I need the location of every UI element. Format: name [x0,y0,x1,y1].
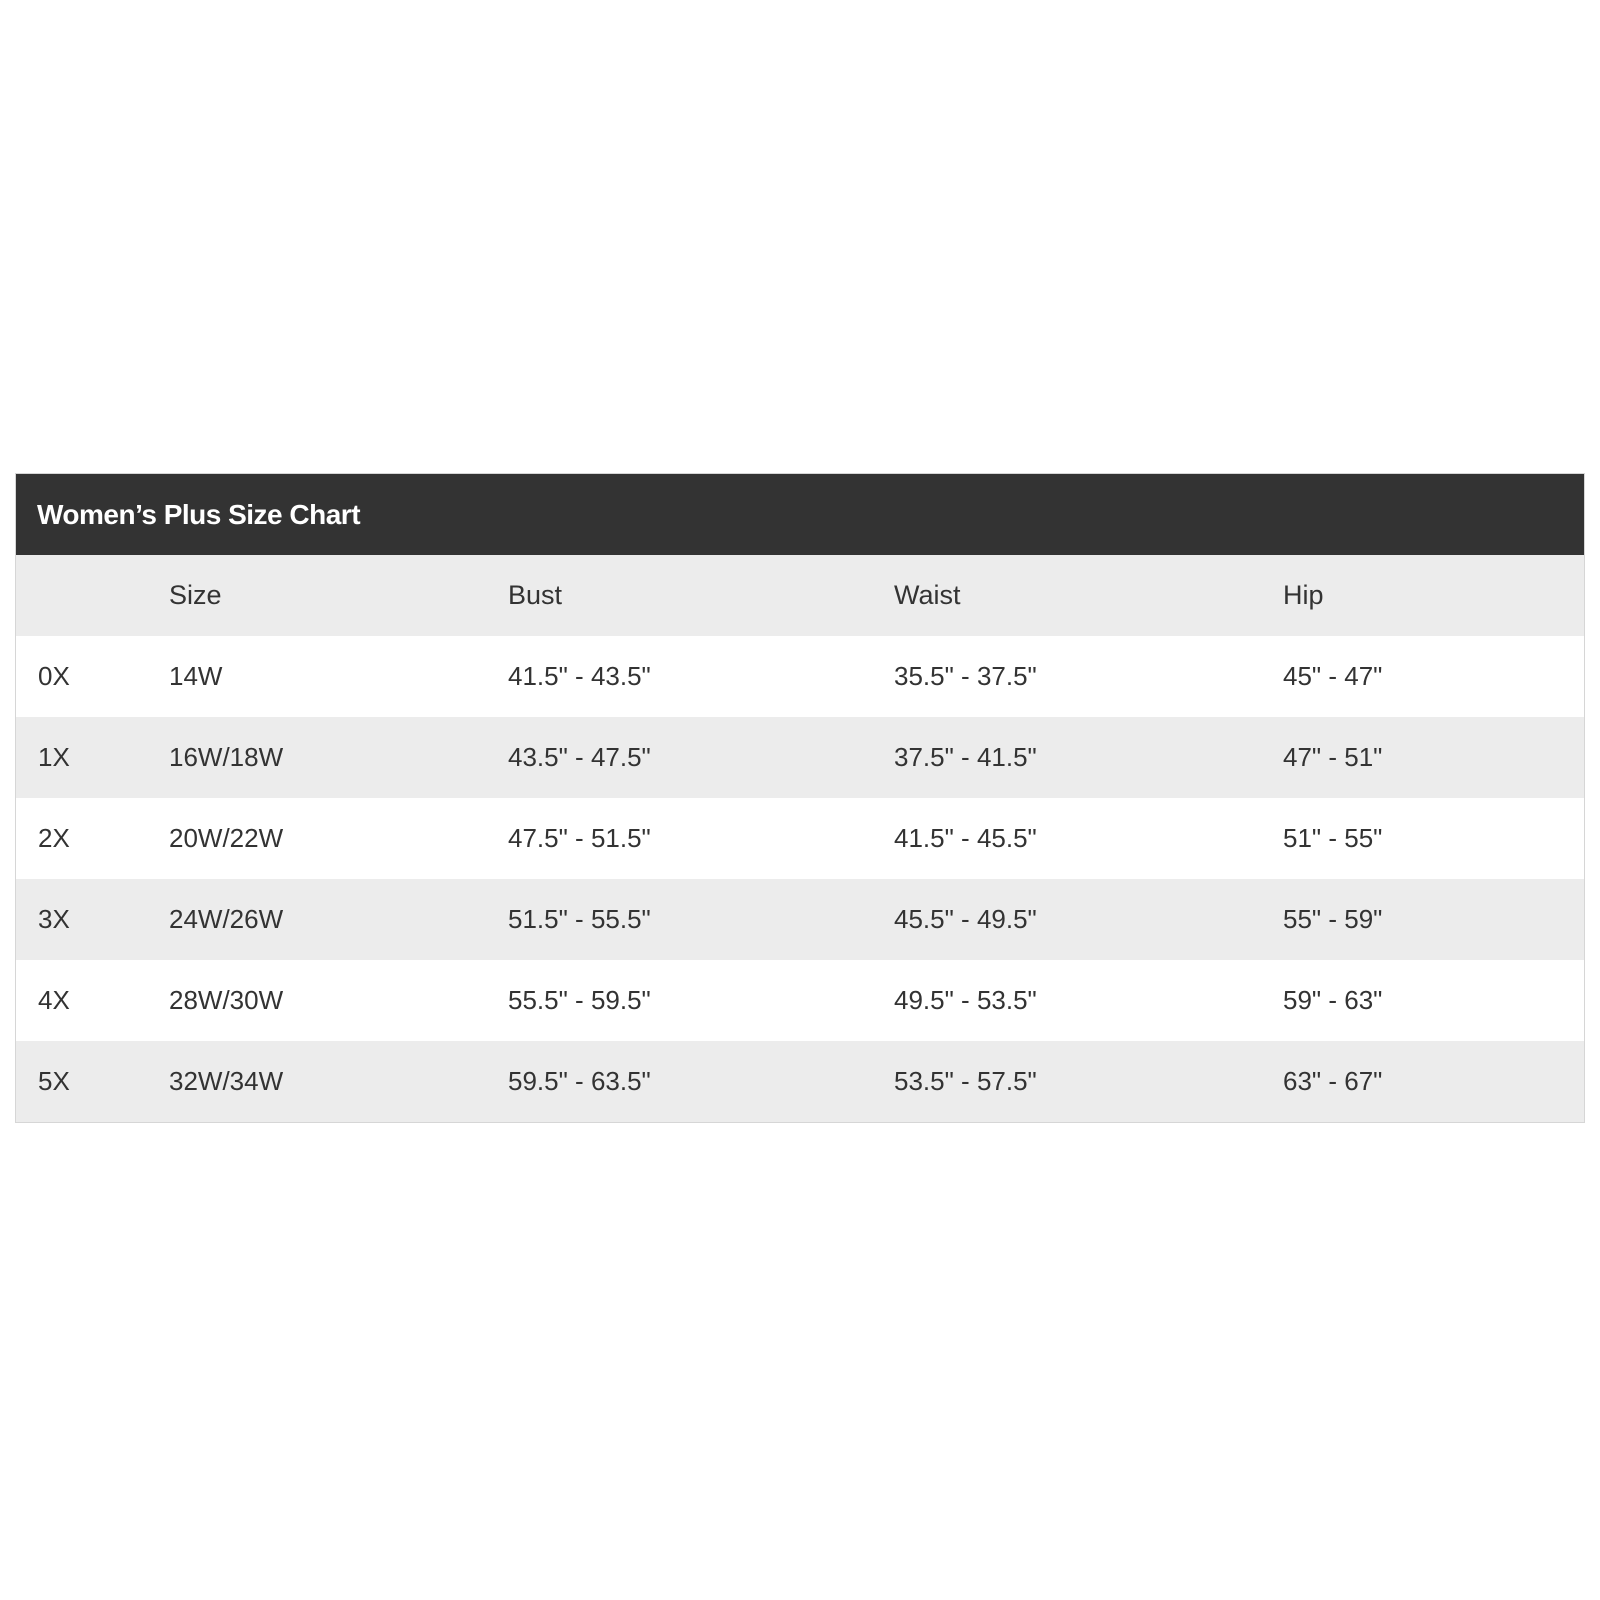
waist-cell: 45.5" - 49.5" [894,904,1037,934]
table-row [16,1041,1584,1122]
size-chart [15,473,1585,1123]
table-row [16,960,1584,1041]
hip-cell: 55" - 59" [1283,904,1383,934]
column-header-hip: Hip [1283,580,1324,610]
table-row [16,798,1584,879]
table-header-row [16,555,1584,636]
waist-cell: 35.5" - 37.5" [894,661,1037,691]
row-label: 0X [38,661,70,691]
column-header-waist: Waist [894,580,961,610]
hip-cell: 47" - 51" [1283,742,1383,772]
bust-cell: 41.5" - 43.5" [508,661,651,691]
waist-cell: 53.5" - 57.5" [894,1066,1037,1096]
table-row [16,717,1584,798]
bust-cell: 51.5" - 55.5" [508,904,651,934]
size-cell: 28W/30W [169,985,284,1015]
waist-cell: 41.5" - 45.5" [894,823,1037,853]
bust-cell: 43.5" - 47.5" [508,742,651,772]
row-label: 3X [38,904,70,934]
size-cell: 24W/26W [169,904,284,934]
hip-cell: 59" - 63" [1283,985,1383,1015]
waist-cell: 37.5" - 41.5" [894,742,1037,772]
column-header-label [16,555,169,636]
bust-cell: 47.5" - 51.5" [508,823,651,853]
row-label: 1X [38,742,70,772]
row-label: 4X [38,985,70,1015]
row-label: 2X [38,823,70,853]
size-cell: 14W [169,661,223,691]
column-header-size: Size [169,580,222,610]
hip-cell: 45" - 47" [1283,661,1383,691]
hip-cell: 63" - 67" [1283,1066,1383,1096]
table-row [16,636,1584,717]
bust-cell: 59.5" - 63.5" [508,1066,651,1096]
size-table [16,555,1584,1122]
size-cell: 20W/22W [169,823,284,853]
size-cell: 16W/18W [169,742,284,772]
size-cell: 32W/34W [169,1066,284,1096]
row-label: 5X [38,1066,70,1096]
waist-cell: 49.5" - 53.5" [894,985,1037,1015]
bust-cell: 55.5" - 59.5" [508,985,651,1015]
chart-title: Women’s Plus Size Chart [16,474,1584,555]
table-row [16,879,1584,960]
column-header-bust: Bust [508,580,563,610]
hip-cell: 51" - 55" [1283,823,1383,853]
